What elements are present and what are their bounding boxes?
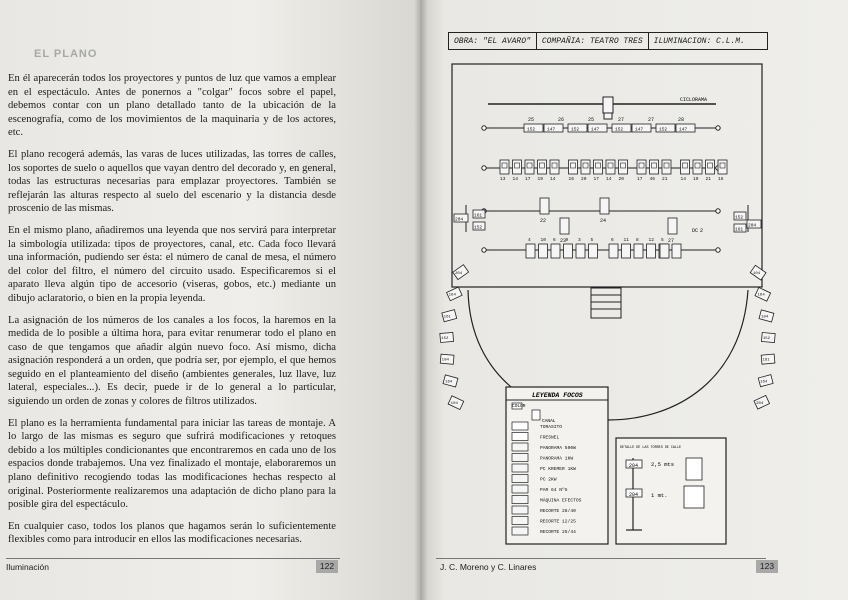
fixture-color-label: 152 [659, 127, 668, 133]
detail-color-top: 204 [629, 463, 639, 469]
legend-canal-label: CANAL [542, 419, 556, 424]
side-color-label: 152 [474, 225, 483, 231]
fixture-color-label: 147 [547, 127, 556, 133]
ring-color-label: 164 [760, 380, 768, 385]
side-color-label: 152 [735, 215, 744, 221]
fresnel-fixture [681, 160, 690, 174]
channel-label: 3 [578, 238, 581, 243]
par-fixture [660, 244, 669, 258]
channel-label: 17 [593, 177, 599, 182]
legend-item: RECORTE 28/40 [540, 509, 576, 514]
paragraph: En el mismo plano, añadiremos una leyenda que nos servirá para interpretar la simbología utilizada: tipos de proyectores, canal, etc. Cada foco llevará una información, pudiendo ser ésta: el número de canal de mesa, el número del color del filtro, el número del circuito usado. Especificaremos si el aparato lleva algún tipo de accesorio (viseras, gobos, etc.) mediante un dibujo aclaratorio, o bien en la propia leyenda. [8, 224, 336, 304]
channel-label: 16 [718, 177, 724, 182]
channel-label: 27 [668, 238, 675, 244]
legend-item: PANORAMA 1KW [540, 456, 574, 462]
footer-book-title: Iluminación [6, 562, 49, 572]
ring-color-label: 164 [445, 380, 453, 385]
channel-label: 21 [662, 177, 668, 182]
channel-label: 27 [618, 117, 625, 123]
fresnel-fixture [706, 160, 715, 174]
par-fixture [576, 244, 585, 258]
channel-label: 6 [611, 238, 614, 243]
detail-height-top: 2,5 mts [651, 461, 675, 468]
fresnel-fixture [538, 160, 547, 174]
fresnel-fixture [606, 160, 615, 174]
paragraph: El plano recogerá además, las varas de luces utilizadas, las torres de calles, los soportes de suelo o aquellos que vayan dentro del decorado y, en general, todas las estructuras necesarias para emplazar proyectores. También se reflejarán las alturas respecto al suelo del escenario y la distancia desde proscenio de las mismas. [8, 148, 336, 215]
legend-item: PC KREMER 1KW [540, 467, 576, 472]
channel-label: 14 [680, 177, 686, 182]
channel-label: 10 [540, 238, 546, 243]
legend-item: PANORAMA 500W [540, 446, 576, 451]
paragraph: En cualquier caso, todos los planos que hagamos serán lo suficientemente flexibles como para introducir en ellos las modificaciones necesarias. [8, 520, 336, 546]
channel-label: 23 [560, 238, 567, 244]
obra-label: OBRA: "EL AVARO" [449, 33, 537, 49]
par-fixture [539, 244, 548, 258]
channel-label: 25 [528, 117, 535, 123]
par-fixture [647, 244, 656, 258]
fixture-color-label: 152 [527, 127, 536, 133]
ring-color-label: 152 [762, 337, 771, 341]
paragraph: En él aparecerán todos los proyectores y puntos de luz que vamos a emplear en el espectáculo. Antes de ponernos a "colgar" focos sobre el papel, debemos contar con un plano detallado tanto de la ubicación de la escenografía, como de los movimientos de la maquinaria y de los actores, etc. [8, 73, 336, 139]
fresnel-fixture [718, 160, 727, 174]
legend-item: RECORTE 12/25 [540, 519, 576, 525]
legend-item: PAR 64 Nº5 [540, 488, 568, 493]
recorte-fixture [600, 198, 609, 214]
channel-label: 46 [649, 177, 655, 182]
ring-color-label: 161 [443, 315, 451, 320]
fresnel-fixture [513, 160, 522, 174]
ring-color-label: 164 [448, 293, 456, 298]
legend-color-label: COLOR [512, 404, 526, 409]
detail-title: DETALLE DE LAS TORRES DE CALLE [620, 446, 682, 450]
stair [591, 288, 621, 318]
fresnel-fixture [594, 160, 603, 174]
fresnel-fixture [662, 160, 671, 174]
legend-title: LEYENDA FOCOS [532, 392, 583, 399]
channel-label: 14 [512, 177, 518, 182]
legend-item: PC 2KW [540, 477, 557, 483]
fixture-color-label: 152 [571, 127, 580, 133]
channel-label: 28 [678, 117, 685, 123]
fixture-color-label: 147 [635, 127, 644, 133]
ciclorama-label: CICLORAMA [680, 97, 708, 103]
page-number-left: 122 [316, 560, 338, 573]
channel-label: 20 [618, 177, 624, 182]
page-number-right: 123 [756, 560, 778, 573]
par-fixture [526, 244, 535, 258]
legend-canal-sample [532, 410, 540, 420]
channel-label: 8 [636, 238, 639, 243]
fresnel-fixture [525, 160, 534, 174]
channel-label: 19 [693, 177, 699, 182]
channel-label: 14 [606, 177, 612, 182]
legend-symbol [512, 506, 528, 514]
fixture-color-label: 147 [591, 127, 600, 133]
side-color-label: 204 [455, 217, 464, 223]
paragraph: La asignación de los números de los canales a los focos, la haremos en la medida de lo posible a última hora, para evitar renumerar todo el plano en caso de que tengamos que añadir algún nuevo foco. Así mismo, dicha asignación responderá a un orden, que podría ser, por ejemplo, el que hemos seguido en el planteamiento del diseño (ambientes generales, luz llave, luz lateral, especiales...). Es decir, puede ir de lo general a lo particular, siguiendo un orden de zonas y colores de filtros utilizados. [8, 314, 336, 408]
side-color-label: 161 [474, 213, 483, 219]
legend-item: TORASITO [540, 425, 563, 430]
ring-color-label: 164 [757, 293, 765, 298]
legend-symbol [512, 485, 528, 493]
channel-label: 5 [661, 238, 664, 243]
channel-label: 25 [588, 117, 595, 123]
legend-item: FRESNEL [540, 435, 560, 441]
legend-symbol [512, 464, 528, 472]
legend-item: MÁQUINA EFECTOS [540, 498, 582, 504]
iluminacion-label: ILUMINACION: C.L.M. [653, 36, 745, 46]
footer-rule [436, 558, 766, 559]
channel-label: 16 [568, 177, 574, 182]
tower-plan-top [686, 458, 702, 480]
recorte-fixture [540, 198, 549, 214]
ring-color-label: 104 [441, 358, 449, 363]
legend-symbol [512, 443, 528, 451]
par-fixture [551, 244, 560, 258]
upstage-unit [603, 97, 613, 113]
footer-authors: J. C. Moreno y C. Linares [440, 562, 537, 572]
channel-label: 22 [540, 218, 547, 224]
legend-item: RECORTE 25/44 [540, 530, 576, 535]
fresnel-fixture [569, 160, 578, 174]
fixture-color-label: 147 [679, 127, 688, 133]
fresnel-fixture [650, 160, 659, 174]
legend-symbol [512, 475, 528, 483]
channel-label: 5 [590, 238, 594, 243]
fresnel-fixture [550, 160, 559, 174]
compania-label: COMPAÑIA: TEATRO TRES [537, 33, 649, 49]
par-fixture [634, 244, 643, 258]
fresnel-fixture [581, 160, 590, 174]
fresnel-fixture [619, 160, 628, 174]
stair-label: 2 [700, 228, 704, 234]
legend-symbol [512, 517, 528, 525]
channel-label: 14 [550, 177, 556, 182]
channel-label: 9 [565, 238, 569, 243]
channel-label: 21 [705, 177, 711, 182]
channel-label: 20 [581, 177, 587, 182]
ring-color-label: 104 [753, 272, 761, 276]
channel-label: 26 [558, 117, 565, 123]
ring-color-label: 104 [450, 402, 458, 406]
legend-symbol [512, 496, 528, 504]
dc-label: DC [692, 228, 699, 234]
channel-label: 4 [528, 238, 531, 243]
ring-color-label: 204 [455, 272, 463, 276]
channel-label: 17 [637, 177, 643, 182]
side-color-label: 161 [735, 227, 744, 233]
par-fixture [672, 244, 681, 258]
par-fixture [622, 244, 631, 258]
paragraph: El plano es la herramienta fundamental para iniciar las tareas de montaje. A lo largo de las mismas es seguro que sufrirá modificaciones y retoques debido a los múltiples condicionantes que encontraremos en cada uno de los espacios donde trabajemos. Una vez finalizado el montaje, elaboraremos un plano definitivo recogiendo todas las modificaciones hechas respecto al original. Posteriormente realizaremos una adaptación de dicho plano para la posible gira del espectáculo. [8, 417, 336, 511]
channel-label: 11 [623, 238, 629, 243]
legend-symbol [512, 454, 528, 462]
fresnel-fixture [500, 160, 509, 174]
par-fixture [589, 244, 598, 258]
gutter-shadow [414, 0, 428, 600]
detail-color-bottom: 204 [629, 492, 639, 498]
recorte-fixture [668, 218, 677, 234]
channel-label: 17 [525, 177, 531, 182]
side-color-label: 204 [748, 223, 757, 229]
tower-plan-bottom [684, 486, 704, 508]
par-fixture [564, 244, 573, 258]
section-title: EL PLANO [34, 48, 98, 60]
ring-color-label: 152 [441, 337, 449, 341]
fresnel-fixture [637, 160, 646, 174]
fresnel-fixture [693, 160, 702, 174]
channel-label: 13 [500, 177, 506, 182]
fixture-color-label: 152 [615, 127, 624, 133]
channel-label: 24 [600, 218, 607, 224]
recorte-fixture [560, 218, 569, 234]
channel-label: 27 [648, 117, 655, 123]
channel-label: 6 [553, 238, 556, 243]
channel-label: 12 [648, 238, 654, 243]
ring-color-label: 204 [756, 402, 764, 406]
legend-symbol [512, 527, 528, 535]
legend-symbol [512, 433, 528, 441]
channel-label: 19 [537, 177, 543, 182]
detail-height-bottom: 1 mt. [651, 492, 668, 499]
legend-symbol [512, 422, 528, 430]
par-fixture [609, 244, 618, 258]
ring-color-label: 104 [761, 315, 769, 320]
ring-color-label: 161 [762, 358, 770, 363]
